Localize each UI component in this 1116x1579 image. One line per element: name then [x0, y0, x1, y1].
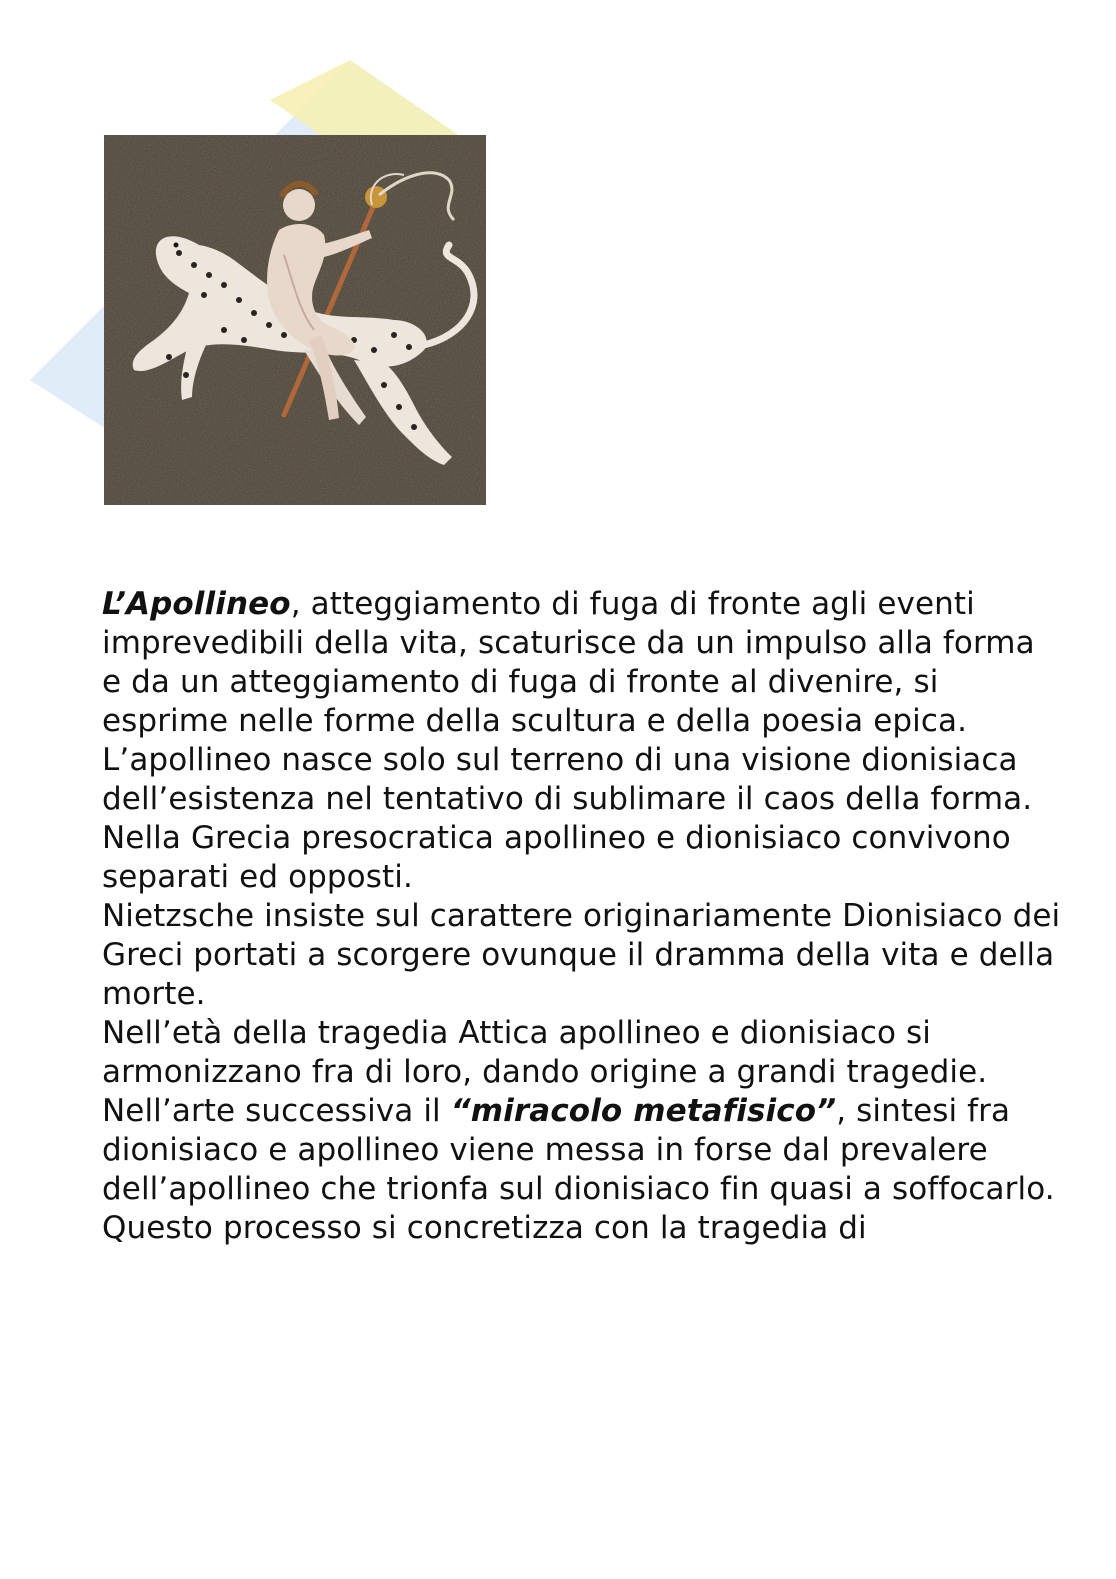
body-text — [102, 585, 1062, 1248]
paragraph-processo: Questo processo si concretizza con la tragedia di — [102, 1210, 867, 1246]
paragraph-grecia: Nella Grecia presocratica apollineo e dionisiaco convivono separati ed opposti. — [102, 820, 1011, 895]
paragraph-tragedia-attica: Nell’età della tragedia Attica apollineo e dionisiaco si armonizzano fra di loro, dando origine a grandi tragedie. — [102, 1015, 988, 1090]
paragraph-apollineo: L’Apollineo, atteggiamento di fuga di fronte agli eventi imprevedibili della vita, scaturisce da un impulso alla forma e da un atteggiamento di fuga di fronte al divenire, si esprime nelle forme della scultura e della poesia epica. — [102, 586, 1035, 739]
paragraph-nietzsche: Nietzsche insiste sul carattere originariamente Dionisiaco dei Greci portati a scorgere ovunque il dramma della vita e della morte. — [102, 898, 1061, 1012]
paragraph-origin: L’apollineo nasce solo sul terreno di una visione dionisiaca dell’esistenza nel tentativo di sublimare il caos della forma. — [102, 742, 1033, 817]
paragraph-arte-successiva: Nell’arte successiva il “miracolo metafisico”, sintesi fra dionisiaco e apollineo viene messa in forse dal prevalere dell’apollineo che trionfa sul dionisiaco fin quasi a soffocarlo. — [102, 1093, 1055, 1207]
term-apollineo: L’Apollineo — [102, 586, 291, 622]
term-miracolo-metafisico: “miracolo metafisico” — [450, 1093, 837, 1129]
mosaic-image — [104, 135, 486, 505]
